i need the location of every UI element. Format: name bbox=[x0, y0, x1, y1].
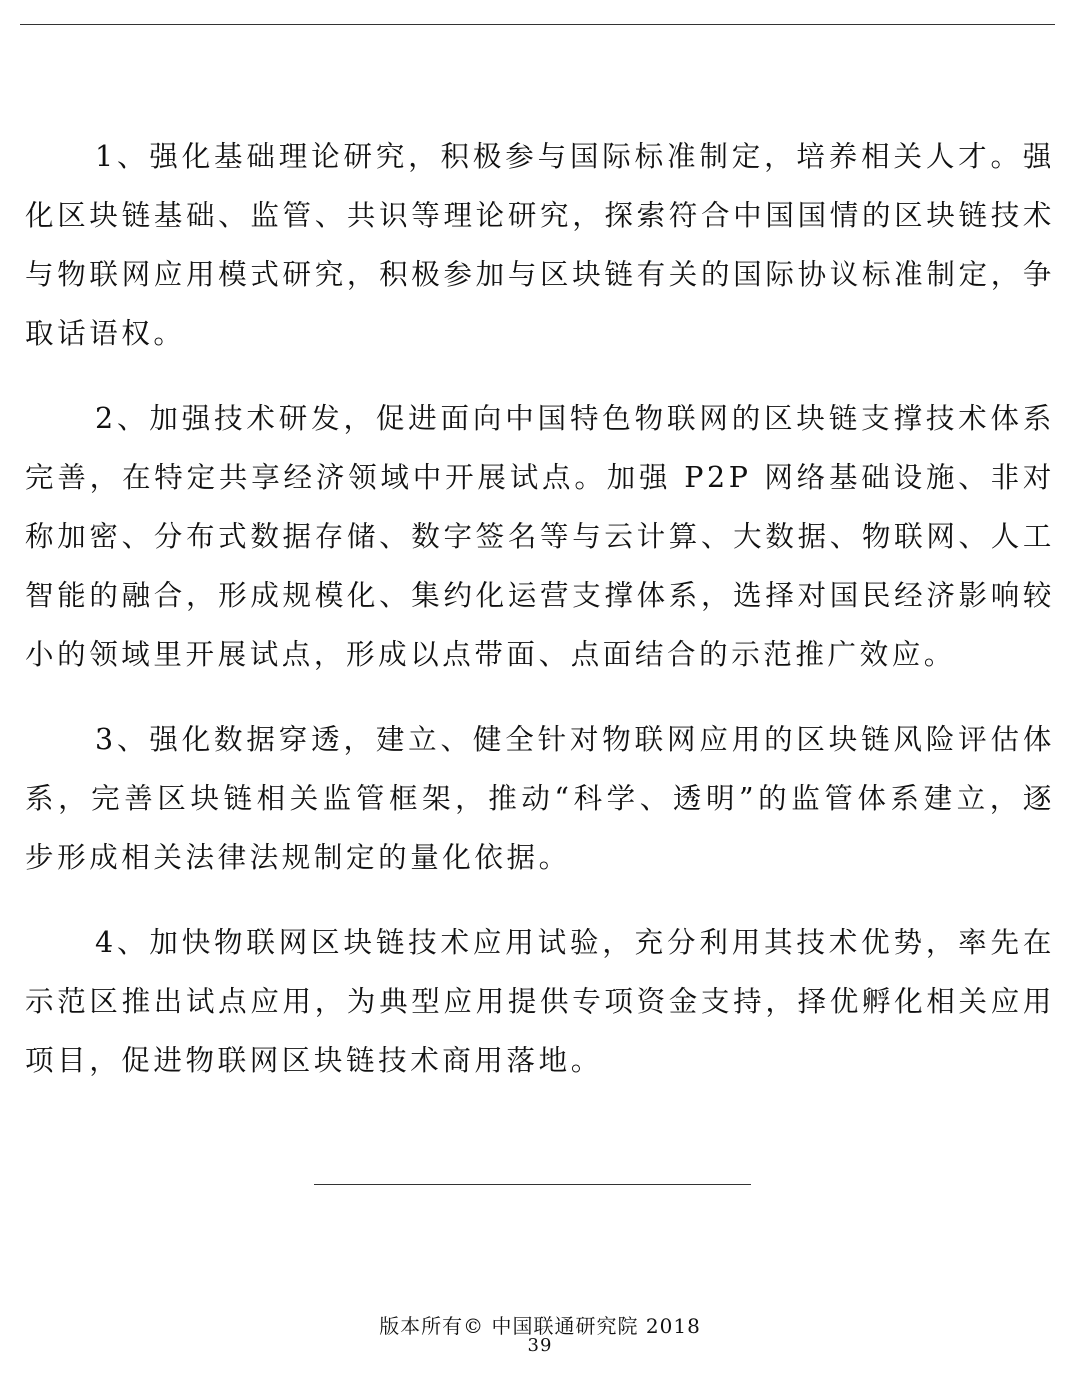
paragraph-2: 2、加强技术研发，促进面向中国特色物联网的区块链支撑技术体系完善，在特定共享经济领域中开展试点。加强 P2P 网络基础设施、非对称加密、分布式数据存储、数字签名等与云计算、大数据、物联网、人工智能的融合，形成规模化、集约化运营支撑体系，选择对国民经济影响较小的领域里开展试点，形成以点带面、点面结合的示范推广效应。 bbox=[25, 402, 1055, 671]
paragraph-4: 4、加快物联网区块链技术应用试验，充分利用其技术优势，率先在示范区推出试点应用，为典型应用提供专项资金支持，择优孵化相关应用项目，促进物联网区块链技术商用落地。 bbox=[25, 926, 1055, 1077]
page-number: 39 bbox=[527, 1335, 553, 1356]
footer-copyright: 版本所有© 中国联通研究院 2018 bbox=[379, 1314, 701, 1338]
header-rule bbox=[20, 24, 1055, 25]
paragraph-3: 3、强化数据穿透，建立、健全针对物联网应用的区块链风险评估体系，完善区块链相关监管框架，推动“科学、透明”的监管体系建立，逐步形成相关法律法规制定的量化依据。 bbox=[25, 723, 1055, 874]
document-body bbox=[25, 127, 1055, 1116]
paragraph-1: 1、强化基础理论研究，积极参与国际标准制定，培养相关人才。强化区块链基础、监管、共识等理论研究，探索符合中国国情的区块链技术与物联网应用模式研究，积极参加与区块链有关的国际协议标准制定，争取话语权。 bbox=[25, 140, 1055, 350]
footnote-divider bbox=[314, 1184, 751, 1185]
